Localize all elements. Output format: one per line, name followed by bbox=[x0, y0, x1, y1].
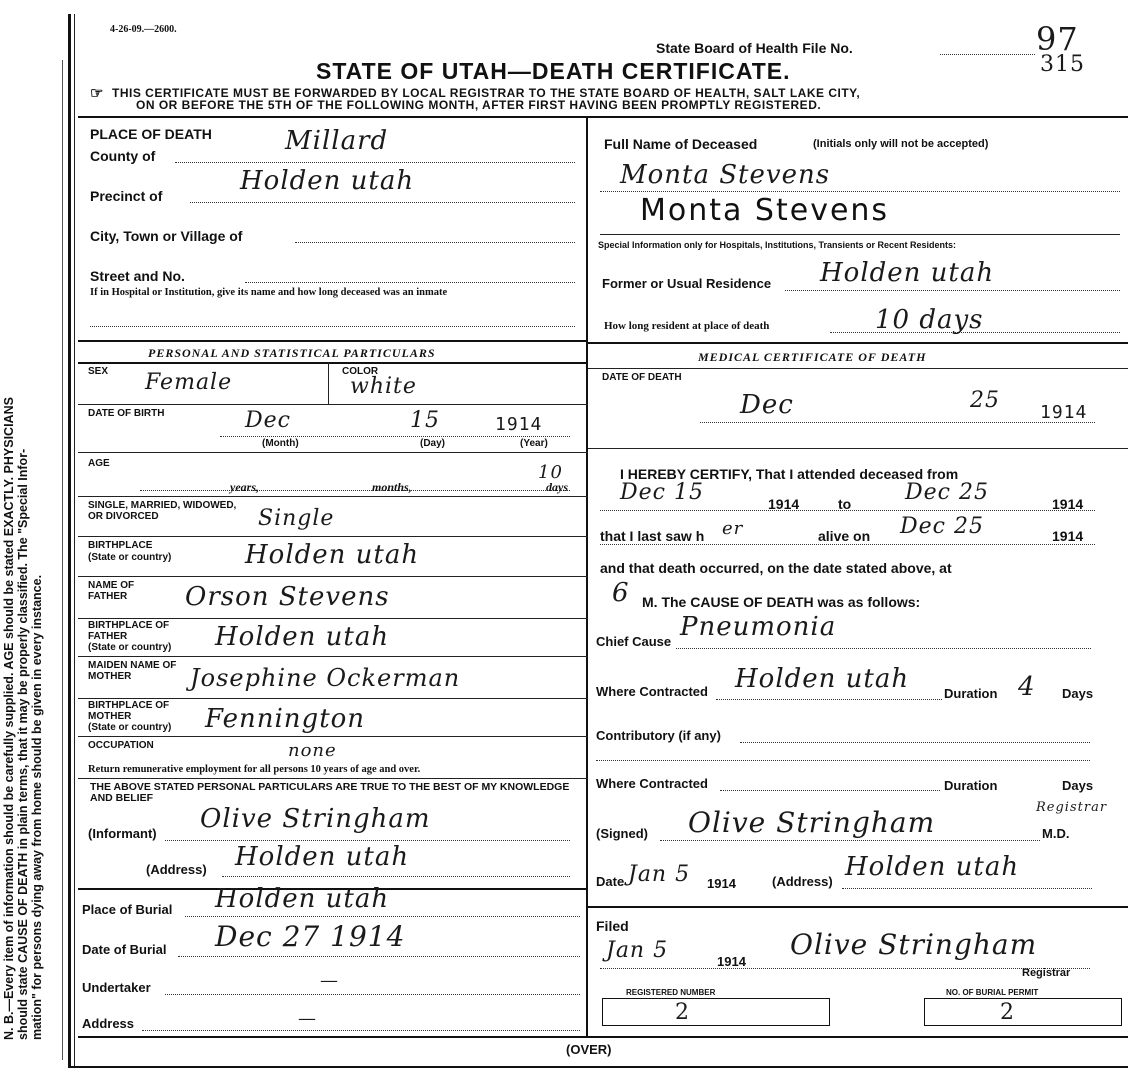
registrar-annotation: Registrar bbox=[1036, 800, 1108, 815]
burial-date-line bbox=[178, 956, 580, 957]
form-code: 4-26-09.—2600. bbox=[110, 24, 177, 35]
occupation-row-line bbox=[78, 778, 588, 779]
death-hour: 6 bbox=[612, 578, 630, 608]
name-line-1 bbox=[600, 191, 1120, 192]
signed-label: (Signed) bbox=[596, 826, 648, 841]
md-label: M.D. bbox=[1042, 826, 1070, 841]
registered-number-value: 2 bbox=[675, 1000, 690, 1025]
birthplace-value: Holden utah bbox=[245, 540, 420, 570]
instruction-line-2: ON OR BEFORE THE 5TH OF THE FOLLOWING MONTH, AFTER FIRST HAVING BEEN PROMPTLY REGISTERED. bbox=[136, 98, 822, 112]
occupation-value: none bbox=[288, 740, 337, 761]
mother-label: MAIDEN NAME OF MOTHER bbox=[88, 660, 177, 682]
undertaker-address-line bbox=[142, 1030, 580, 1031]
city-label: City, Town or Village of bbox=[90, 228, 243, 244]
color-label: COLOR bbox=[342, 366, 379, 377]
date-value: Jan 5 bbox=[628, 862, 691, 887]
age-row-line bbox=[78, 496, 588, 497]
name-handwritten: Monta Stevens bbox=[620, 160, 831, 190]
pointing-hand-icon: ☞ bbox=[90, 85, 104, 102]
sex-value: Female bbox=[145, 370, 233, 395]
precinct-label: Precinct of bbox=[90, 188, 163, 204]
informant-address-label: (Address) bbox=[146, 862, 207, 877]
margin-note-line-2: should state CAUSE OF DEATH in plain terms, that it may be properly classified. The "Special Infor- bbox=[16, 448, 30, 1040]
doctor-address-label: (Address) bbox=[772, 874, 833, 889]
sex-color-divider bbox=[328, 362, 329, 404]
hospital-note: If in Hospital or Institution, give its name and how long deceased was an inmate bbox=[90, 287, 448, 298]
mother-birthplace-row-line bbox=[78, 736, 588, 737]
county-line bbox=[175, 162, 575, 163]
informant-value: Olive Stringham bbox=[200, 804, 431, 834]
residence-line bbox=[785, 290, 1120, 291]
mother-birthplace-value: Fennington bbox=[205, 704, 366, 734]
contributory-line-2 bbox=[596, 760, 1090, 761]
where-contracted-line bbox=[716, 699, 942, 700]
doctor-address-line bbox=[842, 888, 1092, 889]
date-label: Date bbox=[596, 874, 625, 889]
county-label: County of bbox=[90, 148, 156, 164]
dob-month: Dec bbox=[245, 408, 291, 433]
marital-label: SINGLE, MARRIED, WIDOWED, OR DIVORCED bbox=[88, 500, 237, 522]
last-saw-line bbox=[600, 544, 1095, 545]
certify-text: I HEREBY CERTIFY, That I attended deceased from bbox=[620, 466, 959, 482]
occupation-note: Return remunerative employment for all persons 10 years of age and over. bbox=[88, 764, 421, 775]
burial-permit-label: NO. OF BURIAL PERMIT bbox=[946, 988, 1039, 997]
personal-title-line bbox=[78, 362, 588, 364]
birthplace-row-line bbox=[78, 576, 588, 577]
duration-value: 4 bbox=[1018, 672, 1036, 702]
burial-date-label: Date of Burial bbox=[82, 942, 167, 957]
street-label: Street and No. bbox=[90, 268, 185, 284]
chief-cause-label: Chief Cause bbox=[596, 634, 672, 649]
mother-birthplace-label: BIRTHPLACE OF MOTHER bbox=[88, 700, 170, 722]
age-months-label: months, bbox=[372, 480, 412, 494]
attended-to-year: 1914 bbox=[1052, 496, 1084, 512]
top-frame-line bbox=[78, 116, 1128, 118]
filed-by: Olive Stringham bbox=[790, 928, 1038, 961]
place-of-death-label: PLACE OF DEATH bbox=[90, 126, 212, 142]
file-no-secondary: 315 bbox=[1040, 52, 1085, 77]
burial-permit-value: 2 bbox=[1000, 1000, 1015, 1025]
birthplace-sub: (State or country) bbox=[88, 552, 172, 563]
filed-line bbox=[600, 968, 1090, 969]
file-no-value: 97 bbox=[1036, 20, 1079, 58]
age-years-label: years, bbox=[230, 480, 259, 494]
last-saw-pronoun: er bbox=[722, 518, 744, 539]
bottom-border bbox=[68, 1066, 1128, 1068]
left-border-inner bbox=[74, 14, 75, 1066]
birthplace-label: BIRTHPLACE bbox=[88, 540, 153, 551]
alive-on-year: 1914 bbox=[1052, 528, 1084, 544]
undertaker-address-value: — bbox=[298, 1008, 317, 1029]
medical-title-line bbox=[588, 368, 1128, 369]
father-birthplace-row-line bbox=[78, 656, 588, 657]
dod-year: 1914 bbox=[1040, 402, 1088, 423]
dob-row-line bbox=[78, 452, 588, 453]
where-contracted-2-line bbox=[720, 790, 940, 791]
duration-2-days-label: Days bbox=[1062, 778, 1094, 793]
mother-birthplace-sub: (State or country) bbox=[88, 722, 172, 733]
resident-duration-value: 10 days bbox=[875, 305, 984, 335]
resident-duration-label: How long resident at place of death bbox=[604, 320, 770, 332]
marital-row-line bbox=[78, 536, 588, 537]
father-label: NAME OF FATHER bbox=[88, 580, 135, 602]
file-no-label: State Board of Health File No. bbox=[656, 40, 853, 56]
city-line bbox=[295, 242, 575, 243]
where-contracted-label: Where Contracted bbox=[596, 684, 708, 699]
dob-day: 15 bbox=[410, 408, 440, 433]
filed-label: Filed bbox=[596, 918, 629, 934]
father-value: Orson Stevens bbox=[185, 582, 390, 612]
undertaker-value: — bbox=[320, 970, 339, 991]
date-year: 1914 bbox=[707, 876, 736, 891]
age-days-label: days bbox=[546, 480, 568, 494]
age-label: AGE bbox=[88, 458, 110, 469]
sex-row-line bbox=[78, 404, 588, 405]
father-birthplace-label: BIRTHPLACE OF FATHER bbox=[88, 620, 170, 642]
where-contracted-2-label: Where Contracted bbox=[596, 776, 708, 791]
mother-value: Josephine Ockerman bbox=[190, 664, 461, 692]
margin-note-line-3: mation" for persons dying away from home should be given in every instance. bbox=[30, 574, 44, 1040]
age-days-value: 10 bbox=[538, 462, 563, 483]
initials-note: (Initials only will not be accepted) bbox=[813, 138, 989, 150]
attestation-text: THE ABOVE STATED PERSONAL PARTICULARS ARE TRUE TO THE BEST OF MY KNOWLEDGE AND BELIEF bbox=[90, 781, 570, 804]
alive-on-label: alive on bbox=[818, 528, 871, 544]
dob-day-caption: (Day) bbox=[420, 438, 446, 449]
hospital-line bbox=[90, 326, 575, 327]
margin-instructions bbox=[2, 40, 42, 1040]
street-line bbox=[245, 282, 575, 283]
dob-label: DATE OF BIRTH bbox=[88, 408, 165, 419]
signed-line bbox=[660, 840, 1040, 841]
alive-on-value: Dec 25 bbox=[900, 514, 984, 539]
precinct-line bbox=[190, 202, 575, 203]
left-border bbox=[68, 14, 71, 1066]
place-section-bottom bbox=[78, 340, 588, 342]
dod-month: Dec bbox=[740, 390, 794, 420]
name-line-2 bbox=[600, 234, 1120, 235]
dod-line bbox=[700, 422, 1095, 423]
file-no-line bbox=[940, 54, 1035, 55]
attended-from-year: 1914 bbox=[768, 496, 800, 512]
attended-line bbox=[600, 510, 1095, 511]
informant-address-value: Holden utah bbox=[235, 842, 410, 872]
contributory-label: Contributory (if any) bbox=[596, 728, 721, 743]
burial-place-value: Holden utah bbox=[215, 884, 390, 914]
undertaker-address-label: Address bbox=[82, 1016, 135, 1031]
county-value: Millard bbox=[285, 126, 389, 156]
name-printed: Monta Stevens bbox=[640, 193, 890, 228]
informant-label: (Informant) bbox=[88, 826, 157, 841]
occupation-label: OCCUPATION bbox=[88, 740, 154, 751]
dob-line bbox=[220, 436, 570, 437]
undertaker-line bbox=[165, 994, 580, 995]
color-value: white bbox=[350, 374, 417, 399]
signed-value: Olive Stringham bbox=[688, 806, 936, 839]
precinct-value: Holden utah bbox=[240, 166, 415, 196]
informant-address-line bbox=[222, 876, 570, 877]
medical-section-bottom bbox=[588, 906, 1128, 908]
father-row-line bbox=[78, 618, 588, 619]
informant-line bbox=[165, 840, 570, 841]
father-birthplace-value: Holden utah bbox=[215, 622, 390, 652]
chief-cause-value: Pneumonia bbox=[680, 612, 837, 642]
residence-label: Former or Usual Residence bbox=[602, 276, 772, 291]
burial-date-value: Dec 27 1914 bbox=[215, 920, 406, 953]
where-contracted-value: Holden utah bbox=[735, 664, 910, 694]
doctor-address-value: Holden utah bbox=[845, 852, 1020, 882]
dod-day: 25 bbox=[970, 388, 1000, 413]
deceased-section-bottom bbox=[588, 342, 1128, 344]
filed-year: 1914 bbox=[717, 954, 746, 969]
dod-row-line bbox=[588, 448, 1128, 449]
dob-year: 1914 bbox=[495, 414, 543, 435]
death-occurred-text: and that death occurred, on the date stated above, at bbox=[600, 560, 952, 576]
cause-intro-text: M. The CAUSE OF DEATH was as follows: bbox=[642, 594, 921, 610]
registered-number-label: REGISTERED NUMBER bbox=[626, 988, 716, 997]
medical-section-title: MEDICAL CERTIFICATE OF DEATH bbox=[698, 350, 927, 364]
left-border-outer bbox=[62, 60, 63, 1060]
mother-row-line bbox=[78, 698, 588, 699]
bottom-frame-line bbox=[78, 1036, 1128, 1038]
burial-place-label: Place of Burial bbox=[82, 902, 173, 917]
residence-value: Holden utah bbox=[820, 258, 995, 288]
dob-month-caption: (Month) bbox=[262, 438, 299, 449]
special-info-label: Special Information only for Hospitals, Institutions, Transients or Recent Residents: bbox=[598, 240, 957, 250]
certificate-title: STATE OF UTAH—DEATH CERTIFICATE. bbox=[316, 58, 791, 84]
over-label: (OVER) bbox=[566, 1042, 612, 1057]
sex-label: SEX bbox=[88, 366, 109, 377]
duration-days-label: Days bbox=[1062, 686, 1094, 701]
attended-from: Dec 15 bbox=[620, 480, 704, 505]
contributory-line bbox=[740, 742, 1090, 743]
attended-to: Dec 25 bbox=[905, 480, 989, 505]
to-label: to bbox=[838, 496, 852, 512]
margin-note-line-1: N. B.—Every item of information should be carefully supplied. AGE should be stated EXACTLY. PHYSICIANS bbox=[2, 397, 16, 1040]
father-birthplace-sub: (State or country) bbox=[88, 642, 172, 653]
personal-section-title: PERSONAL AND STATISTICAL PARTICULARS bbox=[148, 346, 436, 360]
dob-year-caption: (Year) bbox=[520, 438, 548, 449]
registered-number-box bbox=[602, 998, 830, 1026]
filed-date: Jan 5 bbox=[606, 938, 669, 963]
registrar-label: Registrar bbox=[1022, 967, 1071, 979]
dod-label: DATE OF DEATH bbox=[602, 372, 682, 383]
last-saw-prefix: that I last saw h bbox=[600, 528, 705, 544]
age-line bbox=[140, 490, 570, 491]
undertaker-label: Undertaker bbox=[82, 980, 151, 995]
full-name-label: Full Name of Deceased bbox=[604, 136, 758, 152]
chief-cause-line bbox=[676, 648, 1091, 649]
marital-value: Single bbox=[258, 506, 335, 531]
burial-place-line bbox=[185, 916, 580, 917]
instruction-line-1: THIS CERTIFICATE MUST BE FORWARDED BY LOCAL REGISTRAR TO THE STATE BOARD OF HEALTH, SALT LAKE CITY, bbox=[112, 86, 861, 100]
duration-2-label: Duration bbox=[944, 778, 998, 793]
duration-label: Duration bbox=[944, 686, 998, 701]
burial-permit-box bbox=[924, 998, 1122, 1026]
